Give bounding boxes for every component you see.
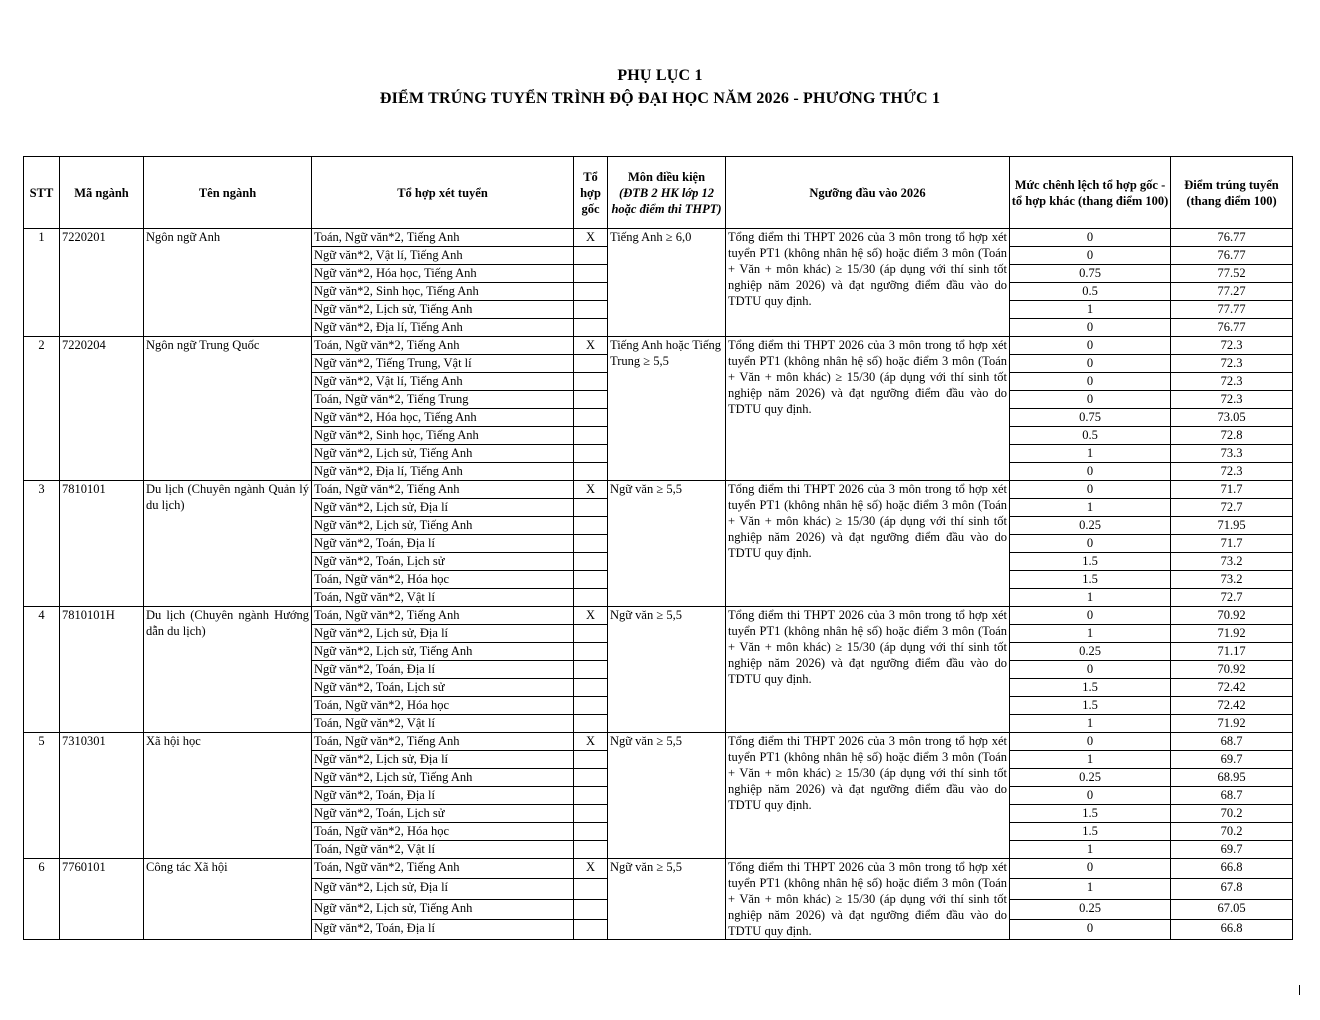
table-row [24, 481, 1293, 499]
entry-threshold: Tổng điểm thi THPT 2026 của 3 môn trong tổ hợp xét tuyển PT1 (không nhân hệ số) hoặc điểm 3 môn (Toán + Văn + môn khác) ≥ 15/30 (áp dụng với thí sinh tốt nghiệp năm 2026) và đạt ngưỡng điểm đầu vào do TDTU quy định. [726, 481, 1010, 607]
score-difference: 0.75 [1010, 265, 1171, 283]
root-combination-empty [574, 661, 608, 679]
root-combination-empty [574, 283, 608, 301]
entry-threshold: Tổng điểm thi THPT 2026 của 3 môn trong tổ hợp xét tuyển PT1 (không nhân hệ số) hoặc điểm 3 môn (Toán + Văn + môn khác) ≥ 15/30 (áp dụng với thí sinh tốt nghiệp năm 2026) và đạt ngưỡng điểm đầu vào do TDTU quy định. [726, 229, 1010, 337]
score-difference: 1 [1010, 589, 1171, 607]
admission-score: 72.7 [1171, 499, 1293, 517]
admission-score: 67.8 [1171, 879, 1293, 899]
root-combination-empty [574, 535, 608, 553]
combination-cell: Toán, Ngữ văn*2, Tiếng Trung [312, 391, 574, 409]
combination-cell: Ngữ văn*2, Lịch sử, Tiếng Anh [312, 899, 574, 919]
admission-score: 68.7 [1171, 733, 1293, 751]
admission-score: 73.05 [1171, 409, 1293, 427]
score-difference: 1 [1010, 751, 1171, 769]
combination-cell: Ngữ văn*2, Hóa học, Tiếng Anh [312, 265, 574, 283]
table-row [24, 337, 1293, 355]
root-combination-empty [574, 319, 608, 337]
root-combination-empty [574, 787, 608, 805]
score-difference: 0 [1010, 337, 1171, 355]
admission-score: 77.77 [1171, 301, 1293, 319]
root-combination-empty [574, 445, 608, 463]
admission-score: 73.2 [1171, 553, 1293, 571]
admission-score: 67.05 [1171, 899, 1293, 919]
root-combination-empty [574, 769, 608, 787]
condition-subject: Tiếng Anh ≥ 6,0 [608, 229, 726, 337]
root-combination-empty [574, 697, 608, 715]
program-code: 7220204 [60, 337, 144, 481]
combination-cell: Ngữ văn*2, Lịch sử, Địa lí [312, 751, 574, 769]
combination-cell: Toán, Ngữ văn*2, Tiếng Anh [312, 481, 574, 499]
program-name: Ngôn ngữ Trung Quốc [144, 337, 312, 481]
admission-score: 71.92 [1171, 715, 1293, 733]
score-difference: 0 [1010, 859, 1171, 879]
header-ma-nganh: Mã ngành [60, 157, 144, 229]
table-body [24, 229, 1293, 940]
root-combination-empty [574, 265, 608, 283]
admission-score: 76.77 [1171, 319, 1293, 337]
admission-score: 71.7 [1171, 535, 1293, 553]
combination-cell: Ngữ văn*2, Hóa học, Tiếng Anh [312, 409, 574, 427]
root-combination-empty [574, 625, 608, 643]
root-combination-empty [574, 373, 608, 391]
combination-cell: Ngữ văn*2, Lịch sử, Địa lí [312, 879, 574, 899]
admission-score: 70.2 [1171, 805, 1293, 823]
root-combination-empty [574, 589, 608, 607]
admission-score: 71.17 [1171, 643, 1293, 661]
combination-cell: Toán, Ngữ văn*2, Vật lí [312, 715, 574, 733]
root-combination-empty [574, 679, 608, 697]
admission-score: 76.77 [1171, 229, 1293, 247]
score-difference: 1.5 [1010, 805, 1171, 823]
header-mon-dieu-kien-note: (ĐTB 2 HK lớp 12 hoặc điểm thi THPT) [611, 185, 722, 216]
header-stt: STT [24, 157, 60, 229]
combination-cell: Ngữ văn*2, Toán, Lịch sử [312, 553, 574, 571]
admission-score: 72.42 [1171, 679, 1293, 697]
admission-score: 66.8 [1171, 859, 1293, 879]
combination-cell: Ngữ văn*2, Lịch sử, Tiếng Anh [312, 301, 574, 319]
score-difference: 0.25 [1010, 769, 1171, 787]
entry-threshold: Tổng điểm thi THPT 2026 của 3 môn trong tổ hợp xét tuyển PT1 (không nhân hệ số) hoặc điểm 3 môn (Toán + Văn + môn khác) ≥ 15/30 (áp dụng với thí sinh tốt nghiệp năm 2026) và đạt ngưỡng điểm đầu vào do TDTU quy định. [726, 859, 1010, 940]
condition-subject: Ngữ văn ≥ 5,5 [608, 481, 726, 607]
header-diem: Điểm trúng tuyển (thang điểm 100) [1171, 157, 1293, 229]
score-difference: 0 [1010, 247, 1171, 265]
program-stt: 4 [24, 607, 60, 733]
combination-cell: Ngữ văn*2, Vật lí, Tiếng Anh [312, 247, 574, 265]
combination-cell: Ngữ văn*2, Tiếng Trung, Vật lí [312, 355, 574, 373]
program-name: Du lịch (Chuyên ngành Quản lý du lịch) [144, 481, 312, 607]
score-difference: 1 [1010, 879, 1171, 899]
combination-cell: Ngữ văn*2, Toán, Lịch sử [312, 679, 574, 697]
condition-subject: Tiếng Anh hoặc Tiếng Trung ≥ 5,5 [608, 337, 726, 481]
root-combination-empty [574, 427, 608, 445]
score-difference: 1.5 [1010, 553, 1171, 571]
admission-score: 70.92 [1171, 607, 1293, 625]
header-ten-nganh: Tên ngành [144, 157, 312, 229]
score-difference: 0 [1010, 787, 1171, 805]
root-combination-empty [574, 301, 608, 319]
program-code: 7810101H [60, 607, 144, 733]
admission-score: 77.52 [1171, 265, 1293, 283]
program-code: 7810101 [60, 481, 144, 607]
combination-cell: Toán, Ngữ văn*2, Tiếng Anh [312, 733, 574, 751]
combination-cell: Toán, Ngữ văn*2, Tiếng Anh [312, 859, 574, 879]
combination-cell: Toán, Ngữ văn*2, Hóa học [312, 823, 574, 841]
score-difference: 1.5 [1010, 697, 1171, 715]
score-difference: 0 [1010, 391, 1171, 409]
program-stt: 5 [24, 733, 60, 859]
score-difference: 0 [1010, 481, 1171, 499]
admission-score: 72.42 [1171, 697, 1293, 715]
admission-score: 72.3 [1171, 463, 1293, 481]
admission-score: 72.3 [1171, 337, 1293, 355]
table-row [24, 859, 1293, 879]
entry-threshold: Tổng điểm thi THPT 2026 của 3 môn trong tổ hợp xét tuyển PT1 (không nhân hệ số) hoặc điểm 3 môn (Toán + Văn + môn khác) ≥ 15/30 (áp dụng với thí sinh tốt nghiệp năm 2026) và đạt ngưỡng điểm đầu vào do TDTU quy định. [726, 607, 1010, 733]
program-name: Du lịch (Chuyên ngành Hướng dẫn du lịch) [144, 607, 312, 733]
combination-cell: Toán, Ngữ văn*2, Tiếng Anh [312, 229, 574, 247]
program-stt: 1 [24, 229, 60, 337]
combination-cell: Ngữ văn*2, Lịch sử, Tiếng Anh [312, 445, 574, 463]
root-combination-empty [574, 879, 608, 899]
admission-score: 68.95 [1171, 769, 1293, 787]
header-nguong: Ngưỡng đầu vào 2026 [726, 157, 1010, 229]
admission-score: 71.92 [1171, 625, 1293, 643]
page-edge-mark [1299, 985, 1300, 995]
admission-score: 73.2 [1171, 571, 1293, 589]
score-difference: 0.25 [1010, 643, 1171, 661]
combination-cell: Ngữ văn*2, Lịch sử, Tiếng Anh [312, 517, 574, 535]
header-mon-dieu-kien-main: Môn điều kiện [627, 169, 706, 184]
score-difference: 1 [1010, 445, 1171, 463]
program-code: 7310301 [60, 733, 144, 859]
score-difference: 1.5 [1010, 571, 1171, 589]
admission-score: 66.8 [1171, 919, 1293, 939]
combination-cell: Ngữ văn*2, Sinh học, Tiếng Anh [312, 283, 574, 301]
combination-cell: Ngữ văn*2, Toán, Lịch sử [312, 805, 574, 823]
combination-cell: Toán, Ngữ văn*2, Tiếng Anh [312, 607, 574, 625]
table-row [24, 229, 1293, 247]
header-chenh-lech: Mức chênh lệch tổ hợp gốc - tổ hợp khác (thang điểm 100) [1010, 157, 1171, 229]
score-difference: 1 [1010, 301, 1171, 319]
root-combination-empty [574, 715, 608, 733]
page-subtitle: ĐIỂM TRÚNG TUYỂN TRÌNH ĐỘ ĐẠI HỌC NĂM 2026 - PHƯƠNG THỨC 1 [379, 90, 941, 107]
root-combination-empty [574, 823, 608, 841]
combination-cell: Toán, Ngữ văn*2, Vật lí [312, 841, 574, 859]
score-difference: 0 [1010, 733, 1171, 751]
root-combination-empty [574, 409, 608, 427]
admission-score: 72.3 [1171, 373, 1293, 391]
program-code: 7220201 [60, 229, 144, 337]
program-name: Ngôn ngữ Anh [144, 229, 312, 337]
program-code: 7760101 [60, 859, 144, 940]
header-mon-dieu-kien [608, 157, 726, 229]
score-difference: 0 [1010, 661, 1171, 679]
score-difference: 0.25 [1010, 899, 1171, 919]
score-difference: 0 [1010, 463, 1171, 481]
root-combination-empty [574, 805, 608, 823]
combination-cell: Ngữ văn*2, Lịch sử, Tiếng Anh [312, 643, 574, 661]
score-difference: 0 [1010, 919, 1171, 939]
combination-cell: Toán, Ngữ văn*2, Tiếng Anh [312, 337, 574, 355]
score-difference: 1.5 [1010, 823, 1171, 841]
score-difference: 0 [1010, 355, 1171, 373]
root-combination-mark: X [574, 481, 608, 499]
admission-score: 69.7 [1171, 841, 1293, 859]
combination-cell: Ngữ văn*2, Lịch sử, Địa lí [312, 625, 574, 643]
combination-cell: Ngữ văn*2, Địa lí, Tiếng Anh [312, 319, 574, 337]
score-difference: 0.5 [1010, 283, 1171, 301]
root-combination-mark: X [574, 859, 608, 879]
score-difference: 0 [1010, 607, 1171, 625]
condition-subject: Ngữ văn ≥ 5,5 [608, 733, 726, 859]
root-combination-empty [574, 919, 608, 939]
root-combination-mark: X [574, 229, 608, 247]
combination-cell: Toán, Ngữ văn*2, Hóa học [312, 697, 574, 715]
admission-score: 72.3 [1171, 391, 1293, 409]
admission-score-table [23, 156, 1293, 940]
admission-score: 72.7 [1171, 589, 1293, 607]
score-difference: 0 [1010, 319, 1171, 337]
combination-cell: Ngữ văn*2, Lịch sử, Địa lí [312, 499, 574, 517]
header-to-hop: Tổ hợp xét tuyển [312, 157, 574, 229]
entry-threshold: Tổng điểm thi THPT 2026 của 3 môn trong tổ hợp xét tuyển PT1 (không nhân hệ số) hoặc điểm 3 môn (Toán + Văn + môn khác) ≥ 15/30 (áp dụng với thí sinh tốt nghiệp năm 2026) và đạt ngưỡng điểm đầu vào do TDTU quy định. [726, 337, 1010, 481]
table-row [24, 733, 1293, 751]
program-stt: 3 [24, 481, 60, 607]
admission-score: 70.92 [1171, 661, 1293, 679]
score-difference: 0.25 [1010, 517, 1171, 535]
condition-subject: Ngữ văn ≥ 5,5 [608, 859, 726, 940]
root-combination-empty [574, 553, 608, 571]
combination-cell: Ngữ văn*2, Vật lí, Tiếng Anh [312, 373, 574, 391]
admission-score: 76.77 [1171, 247, 1293, 265]
combination-cell: Ngữ văn*2, Sinh học, Tiếng Anh [312, 427, 574, 445]
table-row [24, 607, 1293, 625]
program-name: Xã hội học [144, 733, 312, 859]
root-combination-empty [574, 499, 608, 517]
combination-cell: Ngữ văn*2, Lịch sử, Tiếng Anh [312, 769, 574, 787]
combination-cell: Ngữ văn*2, Toán, Địa lí [312, 919, 574, 939]
admission-score: 71.95 [1171, 517, 1293, 535]
score-difference: 1 [1010, 625, 1171, 643]
admission-score: 69.7 [1171, 751, 1293, 769]
combination-cell: Toán, Ngữ văn*2, Hóa học [312, 571, 574, 589]
program-stt: 6 [24, 859, 60, 940]
table-header-row [24, 157, 1293, 229]
score-difference: 0 [1010, 373, 1171, 391]
root-combination-empty [574, 571, 608, 589]
root-combination-empty [574, 355, 608, 373]
root-combination-empty [574, 751, 608, 769]
program-name: Công tác Xã hội [144, 859, 312, 940]
admission-score: 70.2 [1171, 823, 1293, 841]
header-to-hop-goc: Tổ hợp gốc [574, 157, 608, 229]
combination-cell: Ngữ văn*2, Toán, Địa lí [312, 535, 574, 553]
score-difference: 1 [1010, 841, 1171, 859]
admission-score: 73.3 [1171, 445, 1293, 463]
admission-score: 72.3 [1171, 355, 1293, 373]
root-combination-mark: X [574, 337, 608, 355]
combination-cell: Ngữ văn*2, Toán, Địa lí [312, 787, 574, 805]
combination-cell: Ngữ văn*2, Địa lí, Tiếng Anh [312, 463, 574, 481]
admission-score: 77.27 [1171, 283, 1293, 301]
root-combination-mark: X [574, 733, 608, 751]
program-stt: 2 [24, 337, 60, 481]
root-combination-empty [574, 517, 608, 535]
root-combination-empty [574, 247, 608, 265]
admission-score: 72.8 [1171, 427, 1293, 445]
score-difference: 0.5 [1010, 427, 1171, 445]
score-difference: 0 [1010, 535, 1171, 553]
root-combination-empty [574, 391, 608, 409]
root-combination-empty [574, 841, 608, 859]
score-difference: 0.75 [1010, 409, 1171, 427]
score-difference: 1 [1010, 499, 1171, 517]
score-difference: 1.5 [1010, 679, 1171, 697]
combination-cell: Ngữ văn*2, Toán, Địa lí [312, 661, 574, 679]
root-combination-empty [574, 899, 608, 919]
root-combination-empty [574, 463, 608, 481]
score-difference: 0 [1010, 229, 1171, 247]
score-difference: 1 [1010, 715, 1171, 733]
root-combination-empty [574, 643, 608, 661]
condition-subject: Ngữ văn ≥ 5,5 [608, 607, 726, 733]
page-title: PHỤ LỤC 1 [617, 67, 703, 84]
admission-score: 71.7 [1171, 481, 1293, 499]
entry-threshold: Tổng điểm thi THPT 2026 của 3 môn trong tổ hợp xét tuyển PT1 (không nhân hệ số) hoặc điểm 3 môn (Toán + Văn + môn khác) ≥ 15/30 (áp dụng với thí sinh tốt nghiệp năm 2026) và đạt ngưỡng điểm đầu vào do TDTU quy định. [726, 733, 1010, 859]
admission-score: 68.7 [1171, 787, 1293, 805]
combination-cell: Toán, Ngữ văn*2, Vật lí [312, 589, 574, 607]
root-combination-mark: X [574, 607, 608, 625]
